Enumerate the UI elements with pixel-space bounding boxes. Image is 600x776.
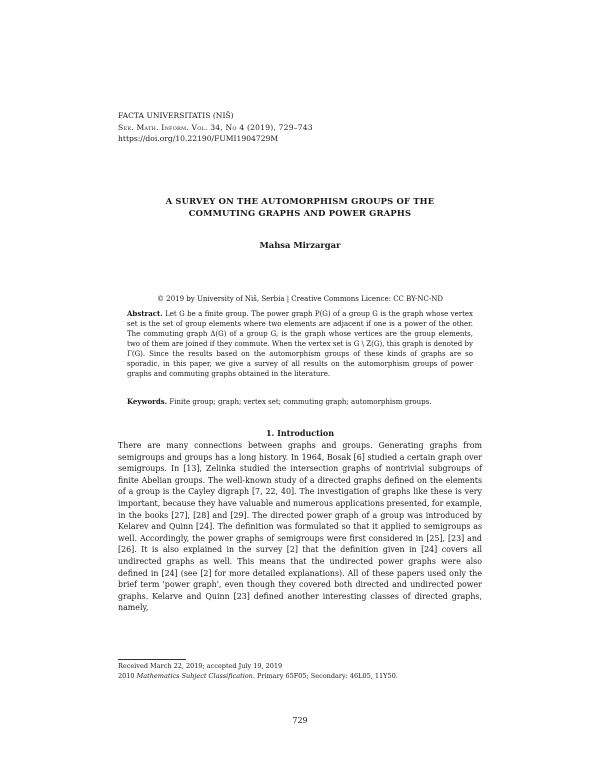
paper-title (100, 196, 500, 219)
title-line-1: A SURVEY ON THE AUTOMORPHISM GROUPS OF THE (165, 196, 435, 206)
abstract-label: Abstract. (127, 309, 163, 318)
keywords-text: Finite group; graph; vertex set; commuting graph; automorphism groups. (169, 398, 432, 406)
journal-series: Ser. Math. Inform. Vol. 34, No 4 (2019), 729–743 (118, 122, 313, 132)
received-date: Received March 22, 2019; accepted July 19, 2019 (118, 662, 283, 670)
keywords (127, 397, 473, 406)
license-notice: © 2019 by University of Niš, Serbia | Creative Commons Licence: CC BY-NC-ND (157, 295, 443, 303)
msc-codes: Primary 65F05; Secondary: 46L05, 11Y50. (257, 672, 398, 681)
introduction-body (118, 440, 482, 614)
title-line-2: COMMUTING GRAPHS AND POWER GRAPHS (188, 207, 412, 218)
footnotes (118, 661, 482, 681)
abstract-text: Let G be a finite group. The power graph P(G) of a group G is the graph whose vertex set is the set of group elements where two elements are adjacent if one is a power of the other. The commuting graph Δ(G) of a group G, is the graph whose vertices are the group elements, two of them are joined if they commute. When the vertex set is G \ Z(G), this graph is denoted by Γ(G). Since the results based on the automorphism groups of these kinds of graphs are so sporadic, in this paper, we give a survey of all results on the automorphism groups of power graphs and commuting graphs obtained in the literature. (127, 310, 473, 378)
keywords-label: Keywords. (127, 397, 168, 406)
journal-name: FACTA UNIVERSITATIS (NIŠ) (118, 111, 234, 120)
author-name: Mahsa Mirzargar (259, 240, 341, 250)
introduction-paragraph: There are many connections between graphs and groups. Generating graphs from semigroups and groups has a long history. In 1964, Bosak [6] studied a certain graph over semigroups. In [13], Zelinka studied the intersection graphs of nontrivial subgroups of finite Abelian groups. The well-known study of a directed graphs defined on the elements of a group is the Cayley digraph [7, 22, 40]. The investigation of graphs like these is very important, because they have valuable and numerous applications presented, for example, in the books [27], [28] and [29]. The directed power graph of a group was introduced by Kelarev and Quinn [24]. The definition was formulated so that it applied to semigroups as well. Accordingly, the power graphs of semigroups were first considered in [25], [23] and [26]. It is also explained in the survey [2] that the definition given in [24] covers all undirected graphs as well. This means that the undirected power graphs were also defined in [24] (see [2] for more detailed explanations). All of these papers used only the brief term 'power graph', even though they covered both directed and undirected power graphs. Kelarve and Quinn [23] defined another interesting classes of directed graphs, namely, (118, 441, 482, 613)
msc-label: Mathematics Subject Classification. (136, 672, 255, 681)
page-number: 729 (292, 716, 308, 725)
journal-header (118, 110, 313, 145)
msc-classification (118, 671, 482, 681)
footnote-rule (118, 659, 186, 660)
section-heading: 1. Introduction (265, 428, 335, 438)
doi-link[interactable]: https://doi.org/10.22190/FUMI1904729M (118, 134, 279, 143)
abstract (127, 309, 473, 379)
msc-prefix: 2010 (118, 672, 135, 681)
